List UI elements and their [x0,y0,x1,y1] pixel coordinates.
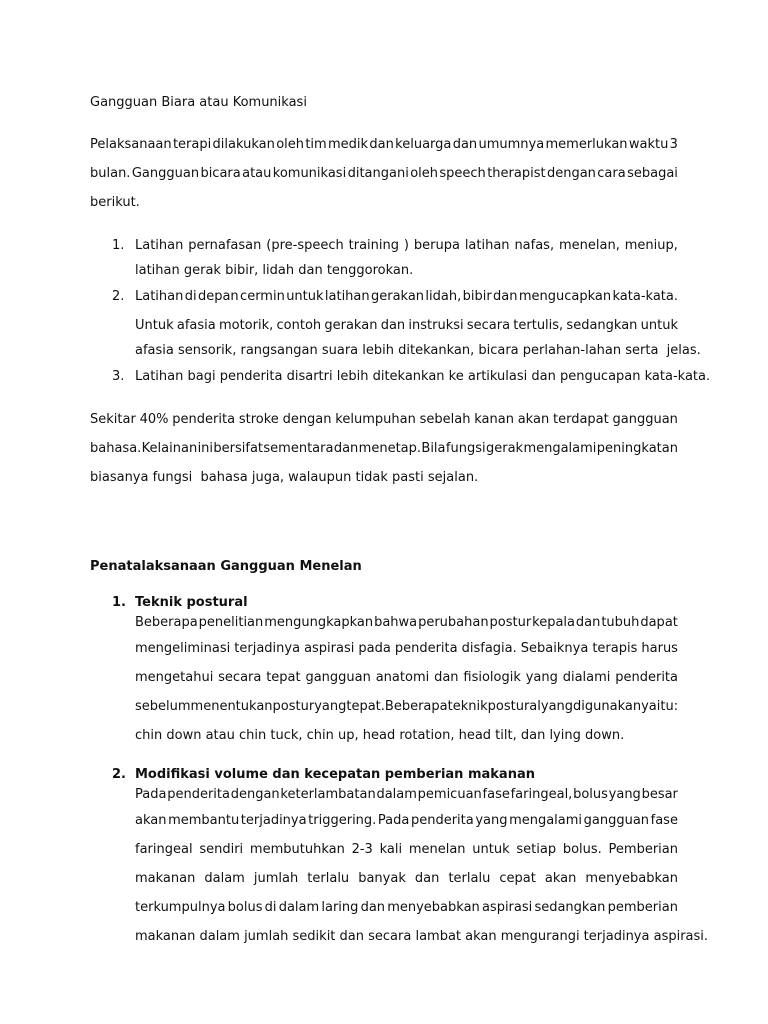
list-number: 1. [112,595,126,610]
list-number: 1. [112,238,125,253]
list-item-heading: Teknik postural [135,595,248,610]
paragraph-line: bahasa. Kelainan ini bersifat sementara dan menetap. Bila fungsi gerak mengalami peningkatan [90,441,678,456]
list-line: makanan dalam jumlah terlalu banyak dan terlalu cepat akan menyebabkan [135,871,678,886]
list-item [90,231,678,282]
list-line: terkumpulnya bolus di dalam laring dan menyebabkan aspirasi sedangkan pemberian [135,900,678,915]
list-item-heading: Modifikasi volume dan kecepatan pemberian makanan [135,767,535,782]
list-item [90,362,711,391]
list-item [90,282,701,362]
list-line: Latihan pernafasan (pre-speech training ) berupa latihan nafas, menelan, meniup, [135,238,678,253]
list-line: chin down atau chin tuck, chin up, head rotation, head tilt, dan lying down. [135,728,625,743]
list-line: Latihan di depan cermin untuk latihan gerakan lidah, bibir dan mengucapkan kata-kata. [135,289,678,304]
list-item [90,594,678,750]
closing-paragraph [90,405,678,492]
therapy-list [90,231,711,391]
list-line: akan membantu terjadinya triggering. Pada penderita yang mengalami gangguan fase [135,813,678,828]
list-number: 2. [112,289,125,304]
swallowing-list [90,594,709,951]
list-line: latihan gerak bibir, lidah dan tenggorokan. [135,263,414,278]
list-line: makanan dalam jumlah sedikit dan secara lambat akan mengurangi terjadinya aspirasi. [135,929,709,944]
paragraph-line: berikut. [90,195,140,210]
section-title-menelan: Penatalaksanaan Gangguan Menelan [90,559,362,574]
list-line: mengetahui secara tepat gangguan anatomi dan fisiologik yang dialami penderita [135,670,678,685]
list-line: mengeliminasi terjadinya aspirasi pada penderita disfagia. Sebaiknya terapis harus [135,641,678,656]
list-number: 2. [112,767,126,782]
list-line: Untuk afasia motorik, contoh gerakan dan instruksi secara tertulis, sedangkan untuk [135,318,678,333]
list-line: faringeal sendiri membutuhkan 2-3 kali menelan untuk setiap bolus. Pemberian [135,842,678,857]
list-line: sebelum menentukan postur yang tepat. Beberapa teknik postural yang digunakan yaitu: [135,699,679,714]
paragraph-line: bulan. Gangguan bicara atau komunikasi ditangani oleh speech therapist dengan cara sebagai [90,166,678,181]
paragraph-line: Pelaksanaan terapi dilakukan oleh tim medik dan keluarga dan umumnya memerlukan waktu 3 [90,137,678,152]
list-item [90,766,709,951]
list-line: Latihan bagi penderita disartri lebih ditekankan ke artikulasi dan pengucapan kata-kata. [135,369,711,384]
list-number: 3. [112,369,125,384]
section-title-komunikasi: Gangguan Biara atau Komunikasi [90,95,307,110]
paragraph-line: Sekitar 40% penderita stroke dengan kelumpuhan sebelah kanan akan terdapat gangguan [90,412,678,427]
list-line: Pada penderita dengan keterlambatan dalam pemicuan fase faringeal, bolus yang besar [135,787,678,802]
paragraph-line: biasanya fungsi bahasa juga, walaupun tidak pasti sejalan. [90,470,479,485]
list-line: afasia sensorik, rangsangan suara lebih ditekankan, bicara perlahan-lahan serta jelas. [135,343,701,358]
intro-paragraph [90,130,678,217]
document-page [90,92,711,967]
list-line: Beberapa penelitian mengungkapkan bahwa perubahan postur kepala dan tubuh dapat [135,615,678,630]
